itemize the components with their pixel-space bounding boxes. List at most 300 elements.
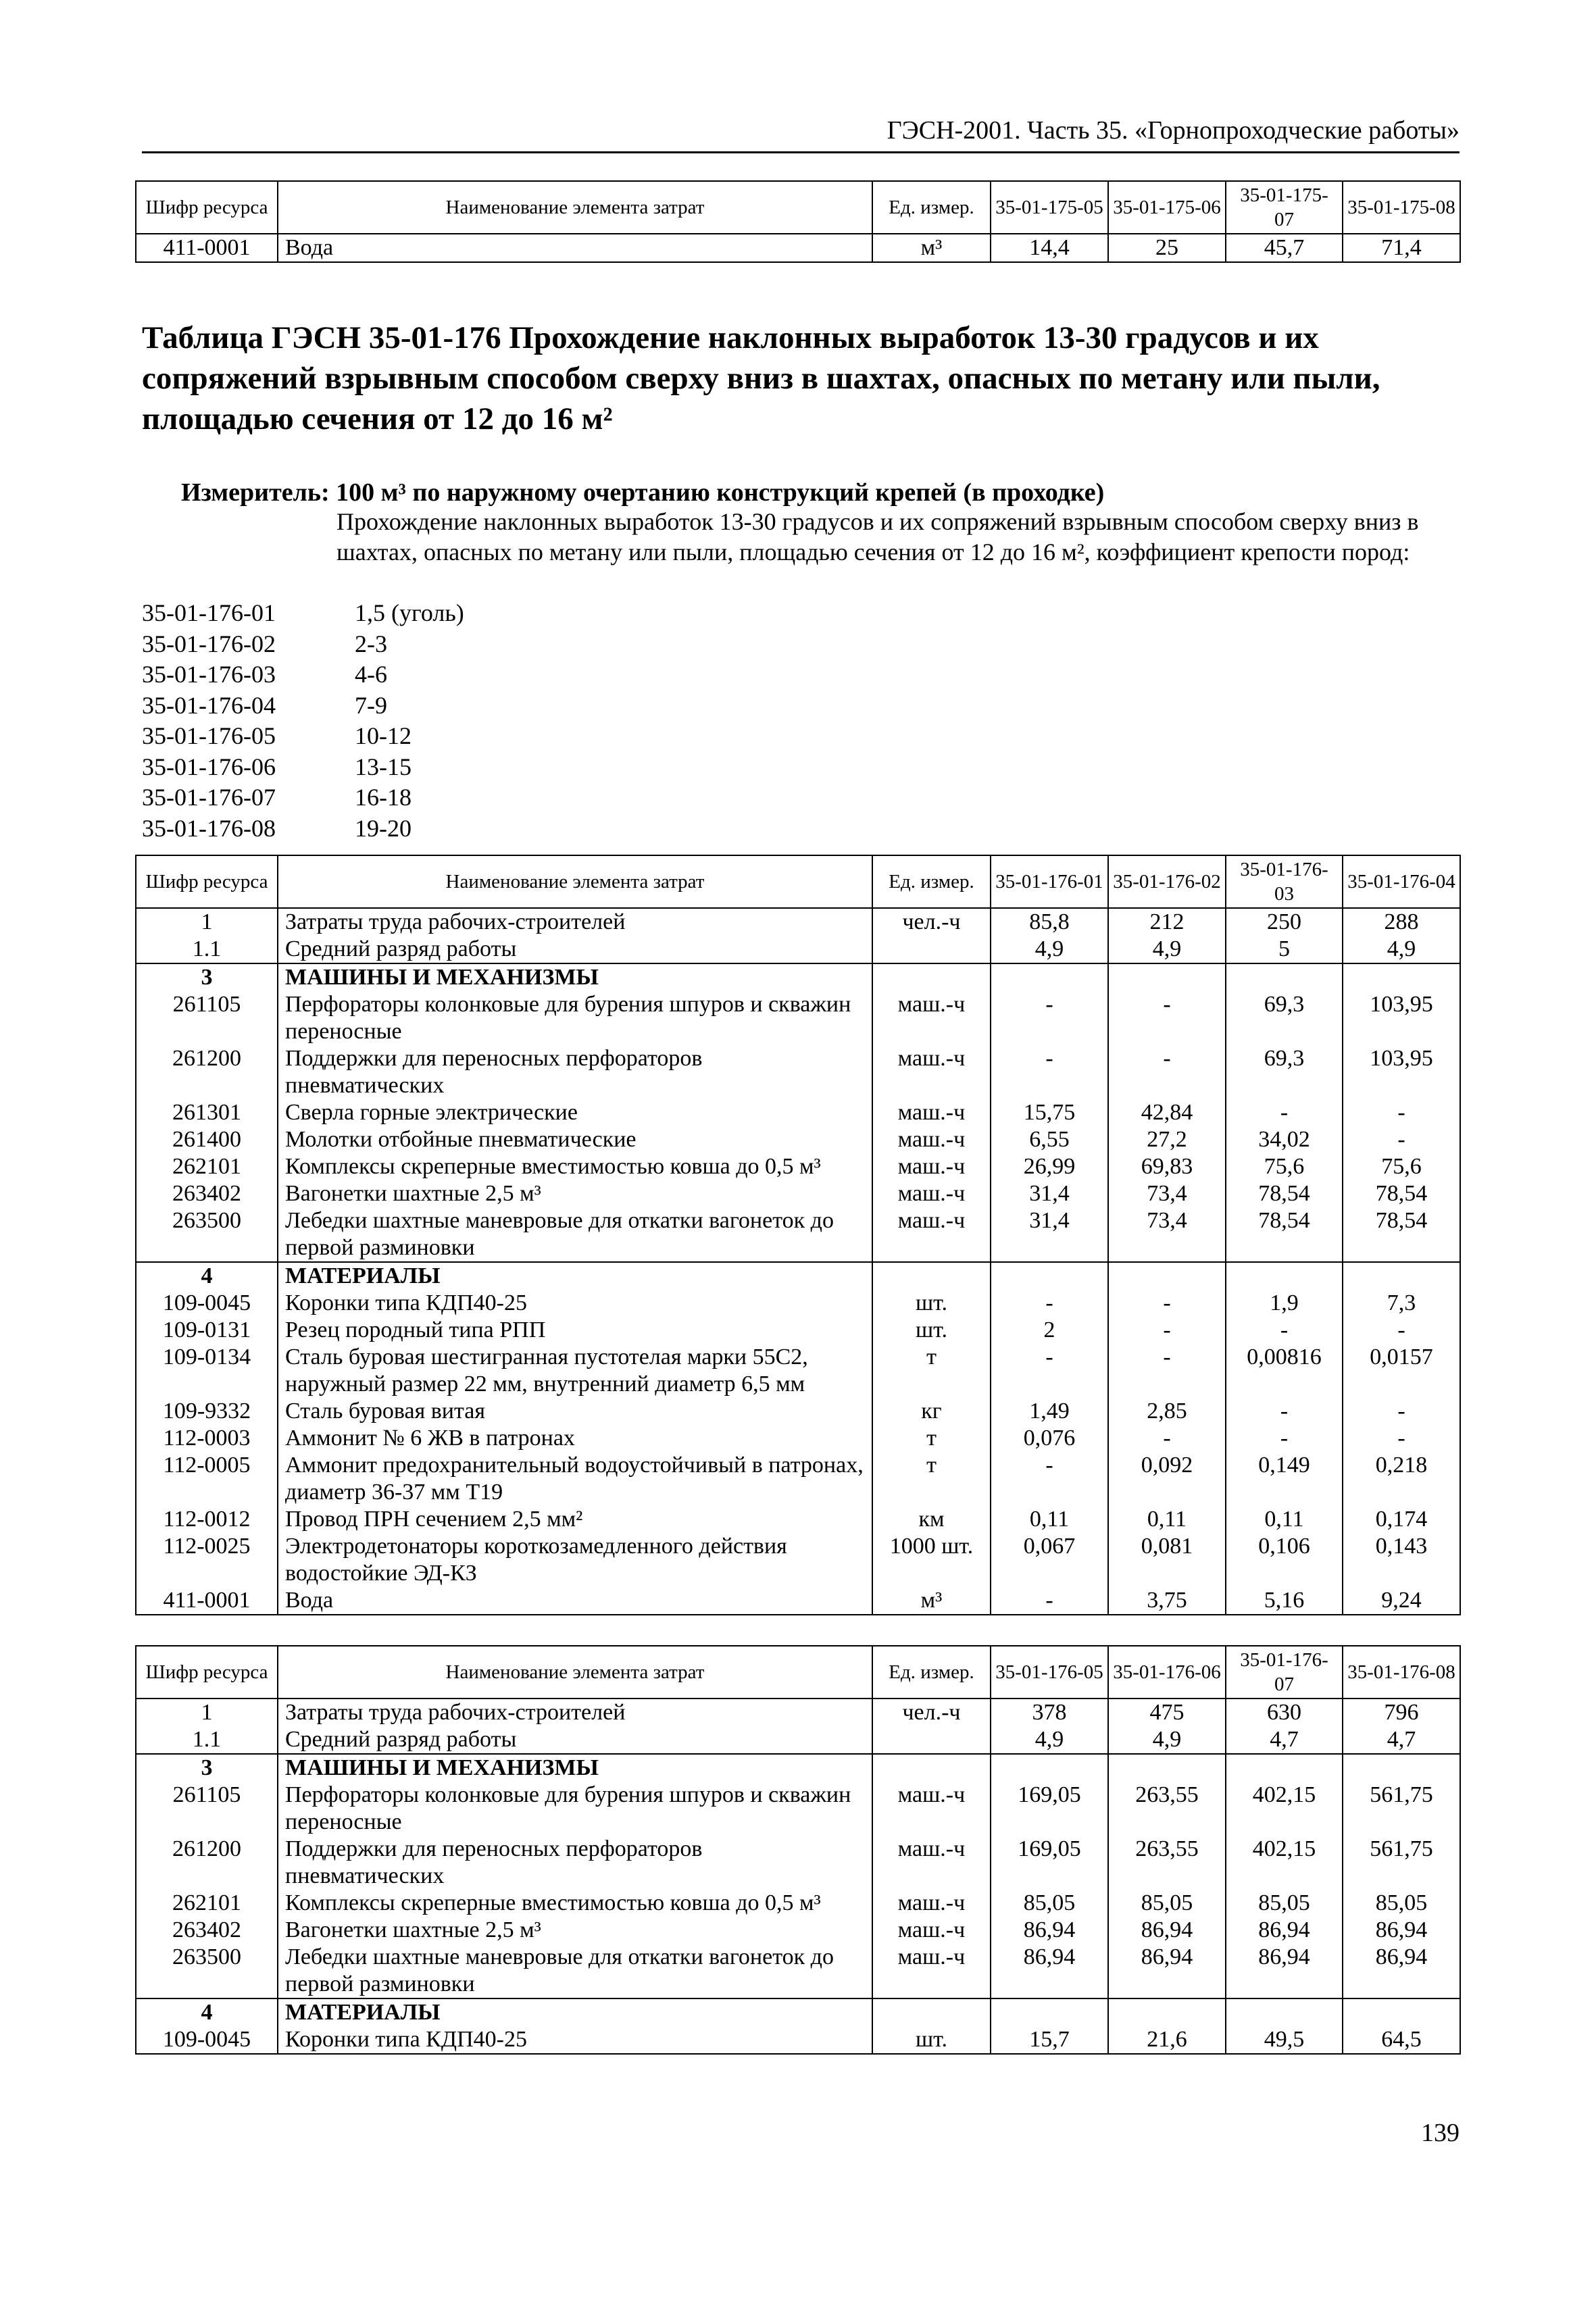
norm-code: 35-01-176-03 bbox=[142, 661, 276, 688]
value-cell: 73,4 bbox=[1108, 1180, 1226, 1207]
resource-name-cell: Сталь буровая шестигранная пустотелая марки 55С2, наружный размер 22 мм, внутренний диаметр 6,5 мм bbox=[278, 1344, 872, 1398]
value-cell: 0,081 bbox=[1108, 1533, 1226, 1587]
resource-code-cell: 1 bbox=[136, 908, 278, 936]
resource-code-cell: 263500 bbox=[136, 1207, 278, 1262]
norm-code: 35-01-176-02 bbox=[142, 630, 276, 657]
table-row bbox=[136, 234, 1460, 262]
value-cell: - bbox=[1343, 1126, 1460, 1153]
resource-code-cell: 411-0001 bbox=[136, 1587, 278, 1615]
resource-code-cell: 261301 bbox=[136, 1099, 278, 1126]
unit-cell: чел.-ч bbox=[872, 1699, 991, 1726]
value-cell bbox=[991, 1262, 1108, 1290]
norm-code: 35-01-176-08 bbox=[142, 814, 276, 842]
table-row bbox=[136, 1180, 1460, 1207]
value-cell: 31,4 bbox=[991, 1207, 1108, 1262]
resource-name-cell: Затраты труда рабочих-строителей bbox=[278, 908, 872, 936]
value-cell: 402,15 bbox=[1226, 1836, 1343, 1890]
norm-column-header: 35-01-176-07 bbox=[1226, 1646, 1343, 1699]
value-cell: 85,05 bbox=[1108, 1890, 1226, 1917]
value-cell: 4,7 bbox=[1226, 1726, 1343, 1754]
value-cell: - bbox=[991, 1045, 1108, 1099]
value-cell: 85,8 bbox=[991, 908, 1108, 936]
norm-column-header: 35-01-176-05 bbox=[991, 1646, 1108, 1699]
resource-name-cell: Аммонит № 6 ЖВ в патронах bbox=[278, 1425, 872, 1452]
table-row bbox=[136, 1782, 1460, 1836]
value-cell: 0,143 bbox=[1343, 1533, 1460, 1587]
value-cell: 4,9 bbox=[1108, 1726, 1226, 1754]
table-row bbox=[136, 2026, 1460, 2054]
unit-cell: маш.-ч bbox=[872, 1153, 991, 1180]
norm-code-list bbox=[142, 598, 818, 844]
resource-name-cell: Перфораторы колонковые для бурения шпуров и скважин переносные bbox=[278, 1782, 872, 1836]
value-cell: 27,2 bbox=[1108, 1126, 1226, 1153]
norm-column-header: 35-01-176-01 bbox=[991, 855, 1108, 908]
unit-cell bbox=[872, 963, 991, 991]
table-row bbox=[136, 1699, 1460, 1726]
value-cell: - bbox=[1108, 1045, 1226, 1099]
value-cell: 212 bbox=[1108, 908, 1226, 936]
resource-name-cell: Перфораторы колонковые для бурения шпуров и скважин переносные bbox=[278, 991, 872, 1045]
value-cell bbox=[1108, 1998, 1226, 2026]
value-cell: 85,05 bbox=[1226, 1890, 1343, 1917]
unit-cell: маш.-ч bbox=[872, 1944, 991, 1998]
resource-name-cell: МАШИНЫ И МЕХАНИЗМЫ bbox=[278, 963, 872, 991]
norm-code: 35-01-176-06 bbox=[142, 753, 276, 780]
unit-cell: шт. bbox=[872, 2026, 991, 2054]
value-cell: 86,94 bbox=[1108, 1944, 1226, 1998]
value-cell: 561,75 bbox=[1343, 1836, 1460, 1890]
table-row bbox=[136, 1917, 1460, 1944]
resource-code-cell: 261105 bbox=[136, 991, 278, 1045]
value-cell: 288 bbox=[1343, 908, 1460, 936]
value-cell: 0,092 bbox=[1108, 1452, 1226, 1506]
resource-code-cell: 112-0003 bbox=[136, 1425, 278, 1452]
value-cell: - bbox=[991, 1290, 1108, 1317]
unit-cell: маш.-ч bbox=[872, 1782, 991, 1836]
table-row bbox=[136, 936, 1460, 963]
value-cell: 15,75 bbox=[991, 1099, 1108, 1126]
resource-code-cell: 263402 bbox=[136, 1180, 278, 1207]
unit-column-header: Ед. измер. bbox=[872, 855, 991, 908]
norm-code-row bbox=[142, 629, 818, 660]
value-cell bbox=[1226, 963, 1343, 991]
resource-code-cell: 109-0131 bbox=[136, 1317, 278, 1344]
unit-cell: маш.-ч bbox=[872, 1836, 991, 1890]
table-header-row bbox=[136, 181, 1460, 234]
table-row bbox=[136, 1398, 1460, 1425]
resource-name-cell: Электродетонаторы короткозамедленного действия водостойкие ЭД-КЗ bbox=[278, 1533, 872, 1587]
value-cell: - bbox=[991, 1344, 1108, 1398]
value-cell: 250 bbox=[1226, 908, 1343, 936]
resource-code-cell: 3 bbox=[136, 1754, 278, 1782]
value-cell: - bbox=[1226, 1398, 1343, 1425]
resource-code-cell: 261400 bbox=[136, 1126, 278, 1153]
value-cell: - bbox=[1343, 1099, 1460, 1126]
resource-name-cell: Коронки типа КДП40-25 bbox=[278, 1290, 872, 1317]
value-cell: 5,16 bbox=[1226, 1587, 1343, 1615]
value-cell: 561,75 bbox=[1343, 1782, 1460, 1836]
table-row bbox=[136, 1836, 1460, 1890]
resource-name-cell: Вода bbox=[278, 1587, 872, 1615]
value-cell: 78,54 bbox=[1343, 1180, 1460, 1207]
table-row bbox=[136, 1207, 1460, 1262]
value-cell: - bbox=[1108, 1317, 1226, 1344]
resource-name-cell: МАШИНЫ И МЕХАНИЗМЫ bbox=[278, 1754, 872, 1782]
resource-name-cell: Коронки типа КДП40-25 bbox=[278, 2026, 872, 2054]
value-cell: 73,4 bbox=[1108, 1207, 1226, 1262]
resource-name-cell: Вагонетки шахтные 2,5 м³ bbox=[278, 1917, 872, 1944]
value-cell: 15,7 bbox=[991, 2026, 1108, 2054]
table-title-label: Таблица ГЭСН 35-01-176 bbox=[142, 320, 509, 355]
table-row bbox=[136, 908, 1460, 936]
resource-code-cell: 261105 bbox=[136, 1782, 278, 1836]
norm-column-header: 35-01-175-08 bbox=[1343, 181, 1460, 234]
unit-cell bbox=[872, 936, 991, 963]
unit-cell: маш.-ч bbox=[872, 1099, 991, 1126]
value-cell: 49,5 bbox=[1226, 2026, 1343, 2054]
resource-code-cell: 112-0005 bbox=[136, 1452, 278, 1506]
value-cell: - bbox=[1108, 1425, 1226, 1452]
value-cell: - bbox=[1226, 1317, 1343, 1344]
value-cell: 796 bbox=[1343, 1699, 1460, 1726]
norm-code-row bbox=[142, 813, 818, 845]
value-cell bbox=[1343, 963, 1460, 991]
unit-cell: м³ bbox=[872, 1587, 991, 1615]
name-column-header: Наименование элемента затрат bbox=[278, 1646, 872, 1699]
value-cell bbox=[991, 1998, 1108, 2026]
value-cell: 4,9 bbox=[1343, 936, 1460, 963]
work-description: Прохождение наклонных выработок 13-30 градусов и их сопряжений взрывным способом сверху вниз в шахтах, опасных по метану или пыли, площадью сечения от 12 до 16 м², коэффициент крепости пород: bbox=[336, 508, 1419, 565]
resource-name-cell: Средний разряд работы bbox=[278, 936, 872, 963]
value-cell: 4,7 bbox=[1343, 1726, 1460, 1754]
section-row bbox=[136, 1262, 1460, 1290]
value-cell: 86,94 bbox=[1226, 1917, 1343, 1944]
value-cell: 4,9 bbox=[1108, 936, 1226, 963]
norm-column-header: 35-01-176-02 bbox=[1108, 855, 1226, 908]
rock-hardness-value: 16-18 bbox=[355, 784, 412, 811]
table-row bbox=[136, 1587, 1460, 1615]
code-column-header: Шифр ресурса bbox=[136, 1646, 278, 1699]
section-row bbox=[136, 1754, 1460, 1782]
resource-code-cell: 263500 bbox=[136, 1944, 278, 1998]
value-cell: 263,55 bbox=[1108, 1782, 1226, 1836]
table-row bbox=[136, 1317, 1460, 1344]
value-cell: 0,106 bbox=[1226, 1533, 1343, 1587]
value-cell: 75,6 bbox=[1226, 1153, 1343, 1180]
value-cell: 75,6 bbox=[1343, 1153, 1460, 1180]
value-cell bbox=[1343, 1998, 1460, 2026]
resource-code-cell: 263402 bbox=[136, 1917, 278, 1944]
norm-code: 35-01-176-04 bbox=[142, 691, 276, 719]
value-cell bbox=[1108, 1262, 1226, 1290]
value-cell bbox=[1108, 963, 1226, 991]
running-header: ГЭСН-2001. Часть 35. «Горнопроходческие работы» bbox=[142, 115, 1460, 153]
measure-unit: Измеритель: 100 м³ по наружному очертанию конструкций крепей (в проходке) bbox=[181, 478, 1105, 507]
value-cell: 86,94 bbox=[1226, 1944, 1343, 1998]
resource-code-cell: 411-0001 bbox=[136, 234, 278, 262]
resource-table-05-08 bbox=[135, 1645, 1461, 2055]
norm-column-header: 35-01-176-03 bbox=[1226, 855, 1343, 908]
value-cell: 0,174 bbox=[1343, 1506, 1460, 1533]
value-cell: 0,076 bbox=[991, 1425, 1108, 1452]
resource-code-cell: 4 bbox=[136, 1998, 278, 2026]
value-cell: 0,067 bbox=[991, 1533, 1108, 1587]
value-cell: 378 bbox=[991, 1699, 1108, 1726]
resource-code-cell: 1 bbox=[136, 1699, 278, 1726]
section-row bbox=[136, 1998, 1460, 2026]
unit-cell: маш.-ч bbox=[872, 1890, 991, 1917]
section-row bbox=[136, 963, 1460, 991]
value-cell: 7,3 bbox=[1343, 1290, 1460, 1317]
value-cell: 6,55 bbox=[991, 1126, 1108, 1153]
unit-cell: маш.-ч bbox=[872, 991, 991, 1045]
rock-hardness-value: 2-3 bbox=[355, 630, 387, 657]
value-cell: 1,9 bbox=[1226, 1290, 1343, 1317]
page-number: 139 bbox=[1421, 2119, 1460, 2147]
value-cell: - bbox=[1343, 1398, 1460, 1425]
value-cell: 86,94 bbox=[1108, 1917, 1226, 1944]
norm-column-header: 35-01-176-06 bbox=[1108, 1646, 1226, 1699]
value-cell: 86,94 bbox=[1343, 1944, 1460, 1998]
value-cell: 0,218 bbox=[1343, 1452, 1460, 1506]
resource-code-cell: 261200 bbox=[136, 1045, 278, 1099]
value-cell: 0,00816 bbox=[1226, 1344, 1343, 1398]
value-cell: - bbox=[1343, 1317, 1460, 1344]
unit-cell bbox=[872, 1726, 991, 1754]
unit-cell: маш.-ч bbox=[872, 1180, 991, 1207]
value-cell: 85,05 bbox=[991, 1890, 1108, 1917]
norm-column-header: 35-01-175-06 bbox=[1108, 181, 1226, 234]
value-cell: 630 bbox=[1226, 1699, 1343, 1726]
table-row bbox=[136, 1890, 1460, 1917]
norm-code: 35-01-176-05 bbox=[142, 722, 276, 749]
value-cell: - bbox=[1226, 1425, 1343, 1452]
value-cell: 0,0157 bbox=[1343, 1344, 1460, 1398]
rock-hardness-value: 7-9 bbox=[355, 691, 387, 719]
unit-cell bbox=[872, 1998, 991, 2026]
rock-hardness-value: 19-20 bbox=[355, 814, 412, 842]
value-cell: 103,95 bbox=[1343, 1045, 1460, 1099]
resource-name-cell: Лебедки шахтные маневровые для откатки вагонеток до первой разминовки bbox=[278, 1207, 872, 1262]
unit-cell bbox=[872, 1754, 991, 1782]
top-resource-table bbox=[135, 180, 1461, 263]
resource-name-cell: Комплексы скреперные вместимостью ковша до 0,5 м³ bbox=[278, 1890, 872, 1917]
value-cell: - bbox=[1108, 1344, 1226, 1398]
table-header-row bbox=[136, 1646, 1460, 1699]
value-cell: 86,94 bbox=[1343, 1917, 1460, 1944]
unit-cell: чел.-ч bbox=[872, 908, 991, 936]
resource-code-cell: 109-9332 bbox=[136, 1398, 278, 1425]
unit-cell: шт. bbox=[872, 1290, 991, 1317]
resource-table-01-04 bbox=[135, 855, 1461, 1615]
value-cell: 3,75 bbox=[1108, 1587, 1226, 1615]
unit-cell: т bbox=[872, 1344, 991, 1398]
resource-name-cell: Комплексы скреперные вместимостью ковша до 0,5 м³ bbox=[278, 1153, 872, 1180]
resource-code-cell: 4 bbox=[136, 1262, 278, 1290]
value-cell: 69,3 bbox=[1226, 991, 1343, 1045]
resource-name-cell: Средний разряд работы bbox=[278, 1726, 872, 1754]
value-cell: 71,4 bbox=[1343, 234, 1460, 262]
resource-code-cell: 112-0012 bbox=[136, 1506, 278, 1533]
value-cell: 21,6 bbox=[1108, 2026, 1226, 2054]
unit-cell: т bbox=[872, 1452, 991, 1506]
value-cell: 86,94 bbox=[991, 1917, 1108, 1944]
name-column-header: Наименование элемента затрат bbox=[278, 855, 872, 908]
value-cell: 5 bbox=[1226, 936, 1343, 963]
resource-name-cell: Вагонетки шахтные 2,5 м³ bbox=[278, 1180, 872, 1207]
table-row bbox=[136, 1099, 1460, 1126]
value-cell: 402,15 bbox=[1226, 1782, 1343, 1836]
value-cell: 169,05 bbox=[991, 1836, 1108, 1890]
rock-hardness-value: 13-15 bbox=[355, 753, 412, 780]
unit-column-header: Ед. измер. bbox=[872, 1646, 991, 1699]
resource-name-cell: Лебедки шахтные маневровые для откатки вагонеток до первой разминовки bbox=[278, 1944, 872, 1998]
value-cell: 42,84 bbox=[1108, 1099, 1226, 1126]
rock-hardness-value: 4-6 bbox=[355, 661, 387, 688]
resource-code-cell: 262101 bbox=[136, 1890, 278, 1917]
norm-code: 35-01-176-07 bbox=[142, 784, 276, 811]
resource-name-cell: Поддержки для переносных перфораторов пневматических bbox=[278, 1045, 872, 1099]
value-cell: 4,9 bbox=[991, 936, 1108, 963]
table-row bbox=[136, 1452, 1460, 1506]
unit-cell: маш.-ч bbox=[872, 1917, 991, 1944]
value-cell: 78,54 bbox=[1226, 1180, 1343, 1207]
value-cell bbox=[991, 1754, 1108, 1782]
norm-column-header: 35-01-176-08 bbox=[1343, 1646, 1460, 1699]
value-cell bbox=[1343, 1754, 1460, 1782]
table-row bbox=[136, 1425, 1460, 1452]
value-cell: 1,49 bbox=[991, 1398, 1108, 1425]
value-cell: 263,55 bbox=[1108, 1836, 1226, 1890]
rock-hardness-value: 10-12 bbox=[355, 722, 412, 749]
value-cell: 103,95 bbox=[1343, 991, 1460, 1045]
resource-name-cell: Сверла горные электрические bbox=[278, 1099, 872, 1126]
unit-column-header: Ед. измер. bbox=[872, 181, 991, 234]
value-cell: 78,54 bbox=[1343, 1207, 1460, 1262]
norm-code-row bbox=[142, 659, 818, 690]
table-row bbox=[136, 1726, 1460, 1754]
table-title-text: Прохождение наклонных выработок 13-30 градусов и их сопряжений взрывным способом сверху вниз в шахтах, опасных по метану или пыли, площадью сечения от 12 до 16 м² bbox=[142, 320, 1380, 436]
value-cell: 0,11 bbox=[991, 1506, 1108, 1533]
value-cell bbox=[1226, 1998, 1343, 2026]
table-row bbox=[136, 1944, 1460, 1998]
value-cell: 26,99 bbox=[991, 1153, 1108, 1180]
value-cell: - bbox=[1108, 991, 1226, 1045]
value-cell: 2,85 bbox=[1108, 1398, 1226, 1425]
value-cell: 69,83 bbox=[1108, 1153, 1226, 1180]
table-title bbox=[142, 318, 1460, 439]
unit-cell: 1000 шт. bbox=[872, 1533, 991, 1587]
value-cell: 0,149 bbox=[1226, 1452, 1343, 1506]
norm-code-row bbox=[142, 752, 818, 783]
resource-name-cell: Аммонит предохранительный водоустойчивый в патронах, диаметр 36-37 мм Т19 bbox=[278, 1452, 872, 1506]
value-cell: 69,3 bbox=[1226, 1045, 1343, 1099]
table-row bbox=[136, 1045, 1460, 1099]
resource-code-cell: 109-0045 bbox=[136, 2026, 278, 2054]
norm-column-header: 35-01-176-04 bbox=[1343, 855, 1460, 908]
resource-name-cell: Затраты труда рабочих-строителей bbox=[278, 1699, 872, 1726]
value-cell: 169,05 bbox=[991, 1782, 1108, 1836]
resource-name-cell: МАТЕРИАЛЫ bbox=[278, 1998, 872, 2026]
resource-name-cell: Молотки отбойные пневматические bbox=[278, 1126, 872, 1153]
unit-cell: км bbox=[872, 1506, 991, 1533]
value-cell: - bbox=[991, 1587, 1108, 1615]
value-cell: 34,02 bbox=[1226, 1126, 1343, 1153]
table-row bbox=[136, 991, 1460, 1045]
unit-cell: т bbox=[872, 1425, 991, 1452]
unit-cell: м³ bbox=[872, 234, 991, 262]
code-column-header: Шифр ресурса bbox=[136, 181, 278, 234]
name-column-header: Наименование элемента затрат bbox=[278, 181, 872, 234]
norm-code-row bbox=[142, 782, 818, 813]
value-cell: 85,05 bbox=[1343, 1890, 1460, 1917]
resource-name-cell: Поддержки для переносных перфораторов пневматических bbox=[278, 1836, 872, 1890]
resource-name-cell: Резец породный типа РПП bbox=[278, 1317, 872, 1344]
unit-cell bbox=[872, 1262, 991, 1290]
value-cell: 64,5 bbox=[1343, 2026, 1460, 2054]
value-cell bbox=[991, 963, 1108, 991]
resource-code-cell: 112-0025 bbox=[136, 1533, 278, 1587]
value-cell: 78,54 bbox=[1226, 1207, 1343, 1262]
norm-code-row bbox=[142, 598, 818, 629]
value-cell: 86,94 bbox=[991, 1944, 1108, 1998]
table-row bbox=[136, 1290, 1460, 1317]
value-cell: - bbox=[1343, 1425, 1460, 1452]
norm-code: 35-01-176-01 bbox=[142, 599, 276, 626]
resource-code-cell: 1.1 bbox=[136, 1726, 278, 1754]
resource-code-cell: 262101 bbox=[136, 1153, 278, 1180]
norm-code-row bbox=[142, 721, 818, 752]
value-cell: - bbox=[1108, 1290, 1226, 1317]
table-row bbox=[136, 1126, 1460, 1153]
value-cell: 0,11 bbox=[1108, 1506, 1226, 1533]
value-cell bbox=[1343, 1262, 1460, 1290]
value-cell: 0,11 bbox=[1226, 1506, 1343, 1533]
code-column-header: Шифр ресурса bbox=[136, 855, 278, 908]
value-cell: - bbox=[991, 1452, 1108, 1506]
table-header-row bbox=[136, 855, 1460, 908]
unit-cell: маш.-ч bbox=[872, 1126, 991, 1153]
resource-name-cell: Вода bbox=[278, 234, 872, 262]
resource-code-cell: 109-0045 bbox=[136, 1290, 278, 1317]
table-row bbox=[136, 1506, 1460, 1533]
value-cell bbox=[1108, 1754, 1226, 1782]
norm-code-row bbox=[142, 690, 818, 722]
norm-column-header: 35-01-175-05 bbox=[991, 181, 1108, 234]
resource-name-cell: Провод ПРН сечением 2,5 мм² bbox=[278, 1506, 872, 1533]
value-cell: - bbox=[991, 991, 1108, 1045]
resource-code-cell: 109-0134 bbox=[136, 1344, 278, 1398]
value-cell: 25 bbox=[1108, 234, 1226, 262]
table-row bbox=[136, 1153, 1460, 1180]
value-cell bbox=[1226, 1754, 1343, 1782]
value-cell: 31,4 bbox=[991, 1180, 1108, 1207]
value-cell: 475 bbox=[1108, 1699, 1226, 1726]
norm-column-header: 35-01-175-07 bbox=[1226, 181, 1343, 234]
table-row bbox=[136, 1533, 1460, 1587]
value-cell: 14,4 bbox=[991, 234, 1108, 262]
value-cell: - bbox=[1226, 1099, 1343, 1126]
value-cell: 4,9 bbox=[991, 1726, 1108, 1754]
value-cell: 9,24 bbox=[1343, 1587, 1460, 1615]
rock-hardness-value: 1,5 (уголь) bbox=[355, 599, 464, 626]
value-cell: 2 bbox=[991, 1317, 1108, 1344]
resource-name-cell: МАТЕРИАЛЫ bbox=[278, 1262, 872, 1290]
unit-cell: шт. bbox=[872, 1317, 991, 1344]
value-cell: 45,7 bbox=[1226, 234, 1343, 262]
unit-cell: маш.-ч bbox=[872, 1207, 991, 1262]
unit-cell: кг bbox=[872, 1398, 991, 1425]
